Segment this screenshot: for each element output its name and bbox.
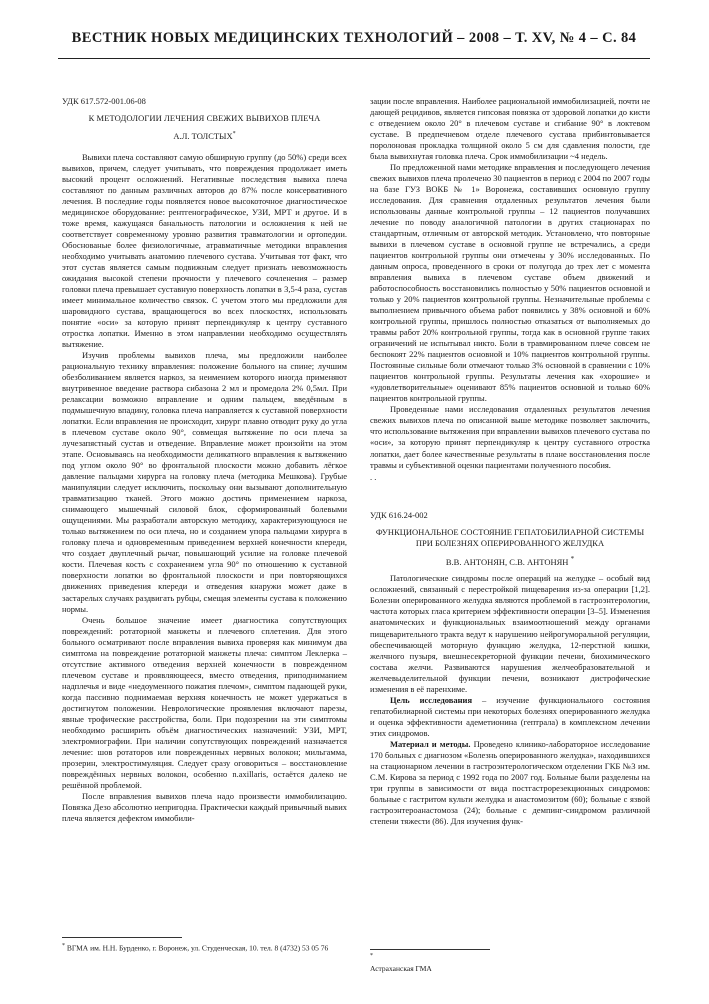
article2-methods bbox=[370, 739, 650, 827]
header-rule bbox=[58, 58, 650, 59]
article2-footnote bbox=[370, 951, 650, 974]
article2-udc: УДК 616.24-002 bbox=[370, 509, 428, 520]
article2-author-mark: * bbox=[570, 554, 575, 563]
article2-title: ФУНКЦИОНАЛЬНОЕ СОСТОЯНИЕ ГЕПАТОБИЛИАРНОЙ СИСТЕМЫ ПРИ БОЛЕЗНЯХ ОПЕРИРОВАННОГО ЖЕЛУДКА bbox=[375, 526, 645, 548]
article2-goal bbox=[370, 695, 650, 739]
article2-goal-text: – изучение функционального состояния гепатобилиарной системы при некоторых болезнях оперированного желудка и оценка эффективности адеметионина (гептрала) в комплексном лечении этих синдромов. bbox=[370, 694, 651, 738]
article1-paragraph-continued: зации после вправления. Наиболее рациональной иммобилизацией, почти не дающей рецидивов, является гипсовая повязка от здоровой лопатки до кисти с отведением около 20° в плечевом суставе и сгибание 90° в локтевом суставе. В предпечневом отделе плечевого сустава прибинтовывается поролоновая прокладка толщиной около 5 см для сдавления полости, где была вывихнутая головка плеча. Срок иммобилизации ~4 недель. bbox=[370, 96, 650, 162]
right-column bbox=[370, 96, 650, 827]
article1-title: К МЕТОДОЛОГИИ ЛЕЧЕНИЯ СВЕЖИХ ВЫВИХОВ ПЛЕЧА bbox=[88, 113, 321, 124]
article1-paragraph: По предложенной нами методике вправления и последующего лечения свежих вывихов плеча пролечено 30 пациентов в период с 2004 по 2007 годы на базе ГУЗ ВОКБ № 1» Воронежа, составивших основную группу исследования. Для сравнения отдаленных результатов лечения были использованы данные контрольной группы – 12 пациентов получавших лечение по поводу аналогичной патологии в других стационарах по стандартным, отличным от авторской методик. Установлено, что повторные вывихи в плечевом суставе в основной группе не встречались, а среди пациентов контрольной группы они отмечены у 30% исследованных. По данным опроса, проведенного в сроки от полугода до трех лет с момента вправления вывиха в плечевом суставе объем движений и работоспособность восстановились полностью у 50% пациентов основной и только у 20% пациентов контрольной группы. Незначительные проблемы с выполнением привычного объема работ появились у 38% основной и 60% контрольной группы, пришлось полностью отказаться от выполняемых до травмы работ 20% контрольной группы, тогда как в основной группе таких ограничений не испытывал никто. Боли в травмированном плече совсем не беспокоят 22% пациентов основной и 10% пациентов контрольной группы. Постоянные сильные боли отмечают только 3% основной в сравнении с 10% пациентов контрольной группы. Результаты лечения как «хорошие» и «удовлетворительные» оценивают 85% пациентов основной и только 60% пациентов контрольной группы. bbox=[370, 162, 650, 404]
article1-paragraph: Проведенные нами исследования отдаленных результатов лечения свежих вывихов плеча по описанной выше методике позволяет заключить, что использование вытяжения при вправлении вывихов плечевого сустава по «оси», за которую принят перпендикуляр к центру суставного отростка лопатки, дает более качественные результаты в плане восстановления после травмы и субъективной оценки пациентами полученного пособия. bbox=[370, 404, 650, 470]
journal-header: ВЕСТНИК НОВЫХ МЕДИЦИНСКИХ ТЕХНОЛОГИЙ – 2008 – Т. XV, № 4 – С. 84 bbox=[71, 30, 637, 46]
footnote-rule-left bbox=[62, 937, 182, 938]
article2-footnote-text: Астраханская ГМА bbox=[370, 963, 432, 973]
article2-intro: Патологические синдромы после операций на желудке – особый вид осложнений, связанный с перестройкой пищеварения из-за операции [1,2]. Болезни оперированного желудка являются проблемой в гастроэнтерологии, частота которых гласа критерием эффективности операции [3–5]. Изменения анатомических и функциональных взаимоотношений между органами пищеварительного тракта ведут к нарушению нейрогуморальной регуляции, обеспечивающей моторную функцию желудка, 12-перстной кишки, желчного пузыря, внешнесекреторной функции печени, биохимического состава желчи. Развиваются нарушения желчеобразовательной и желчевыделительной функции печени, возникают дистрофические изменения в её паренхиме. bbox=[370, 573, 650, 694]
article1-author-mark: * bbox=[232, 131, 236, 138]
article1-paragraph: Изучив проблемы вывихов плеча, мы предложили наиболее рациональную технику вправления: положение больного на спине; лучшим обезболиванием является наркоз, за неимением которого иногда применяют внутривенное введение раствора сибазона 2 мл и промедола 2% 0,5мл. При релаксации возможно вправление и одним пальцем, введённым в подмышечную впадину, головка плеча направляется к суставной поверхности лопатки. Если вправления не происходит, хирург плавно отводит руку до угла в плечевом суставе около 90°, совмещая вытяжение по оси плеча за лучезапястный сустав и отведение. Вправление может произойти на этом этапе. Основываясь на необходимости деликатного вправления к вытяжению под углом около 90° во фронтальной плоскости можно добавить лёгкое давление пальцами хирурга на головку плеча (методика Мешкова). Грубые манипуляции следует исключить, поскольку они вызывают дополнительную травматизацию тканей. Этого можно достичь применением наркоза, снимающего мышечный силовой блок, сформированный болевыми ощущениями. Мы разработали авторскую методику, характеризующуюся не только вытяжением по оси плеча, но и созданием упора пальцами хирурга в головку плеча и одновременным приведением верхней конечности кпереди, что создает двуплечный рычаг, повышающий усилие на головке плечевой кости. Плечевая кость с сохранением угла 90° по отношению к суставной поверхности лопатки во фронтальной плоскости и при повторяющихся движениях приведения кпереди и отведения кнаружи может даже в застарелых случаях раздвигать рубцы, смещая элементы сустава к положению нормы. bbox=[62, 350, 347, 614]
article1-footnote-text: ВГМА им. Н.Н. Бурденко, г. Воронеж, ул. Студенческая, 10. тел. 8 (4732) 53 05 76 bbox=[66, 943, 329, 953]
article2-goal-label: Цель исследования bbox=[390, 694, 473, 705]
article1-footnote bbox=[62, 941, 347, 954]
article2-methods-text: Проведено клинико-лабораторное исследование 170 больных с диагнозом «Болезнь оперированного желудка», находившихся на стационарном лечении в гастроэнтерологическом отделении ГКБ №3 им. С.М. Кирова за период с 1992 года по 2007 год. Больные были разделены на три группы в зависимости от вида постгастрорезекционных синдромов: больные с гастритом культи желудка и анастомозитом (60); больные с язвой гастроэнтероанастомоза (24); больные с демпинг-синдромом различной степени тяжести (86). Для изучения функ- bbox=[370, 738, 650, 826]
footnote-rule-right bbox=[370, 949, 490, 950]
article1-udc: УДК 617.572-001.06-08 bbox=[62, 96, 146, 106]
article2-authors bbox=[370, 554, 650, 568]
article1-paragraph: После вправления вывихов плеча надо произвести иммобилизацию. Повязка Дезо абсолютно непригодна. Практически каждый привычный вывих плеча является дефектом иммобили- bbox=[62, 790, 347, 823]
article1-paragraph: Очень большое значение имеет диагностика сопутствующих повреждений: ротаторной манжеты и плечевого сплетения. Для этого больного осматривают после вправления вывиха проверяя как минимум два симптома на повреждение ротаторной манжеты плеча: симптом Леклерка – отсутствие активного отведения верхней конечности в поврежденном плечевом суставе и проявляющееся, вместо отведения, приподниманием надплечья и виде «недоуменного пожатия плечом», симптом падающей руки, когда пассивно поднимаемая верхняя конечность не может удержаться в достигнутом положении. Неврологические проявления включают парезы, явные трофические расстройства, боли. При подозрении на эти симптомы необходимо расширить объём диагностических назначений: УЗИ, МРТ, электромиографии. При наличии сопутствующих повреждений назначается лечение: шов ротаторов или поврежденных нервных волокон; мильгамма, прозерин, электростимуляция. Следует сразу оговориться – восстановление повреждённых нервных волокон, особенно n.axillaris, остаётся далеко не решённой проблемой. bbox=[62, 614, 347, 790]
article1-author bbox=[62, 129, 347, 142]
article2-footnote-mark: * bbox=[370, 953, 373, 959]
left-column bbox=[62, 96, 347, 824]
article2-authors-names: В.В. АНТОНЯН, С.В. АНТОНЯН bbox=[445, 556, 569, 567]
article2-methods-label: Материал и методы. bbox=[390, 738, 471, 749]
article1-author-name: А.Л. ТОЛСТЫХ bbox=[173, 130, 233, 141]
article1-footnote-mark: * bbox=[62, 943, 65, 949]
article1-paragraph: Вывихи плеча составляют самую обширную группу (до 50%) среди всех вывихов, причем, следует учитывать, что повреждения продолжает иметь высокий процент осложнений. Негативные последствия вывиха плеча составляют по данным различных авторов до 87% после консервативного лечения. В последние годы появляется новое высокоточное диагностическое медицинское оборудование: рентгенографическое, УЗИ, МРТ и другое. И в тоже время, кажущаяся банальность патологии и осложнения к ней не соответствует современному уровню развития травматологии и ортопедии. Обоснованые более физиологичные, атравматичные методики вправления необходимо учитывать анатомию плечевого сустава. Учитывая тот факт, что этот сустав является самым подвижным следует признать невозможность ожидания высокой степени прочности у плечевого сочленения – размер головки плеча превышает суставную поверхность лопатки в 3,5-4 раза, сустав имеет минимальное количество связок. С учетом этого мы предложили для шаровидного сустава, вращающегося во всех плоскостях, использовать понятие «оси» за которую принят перпендикуляр к центру суставного отростка лопатки. Именно в этом направлении необходимо осуществлять вытяжение. bbox=[62, 151, 347, 350]
separator-dots: . . bbox=[370, 471, 377, 482]
